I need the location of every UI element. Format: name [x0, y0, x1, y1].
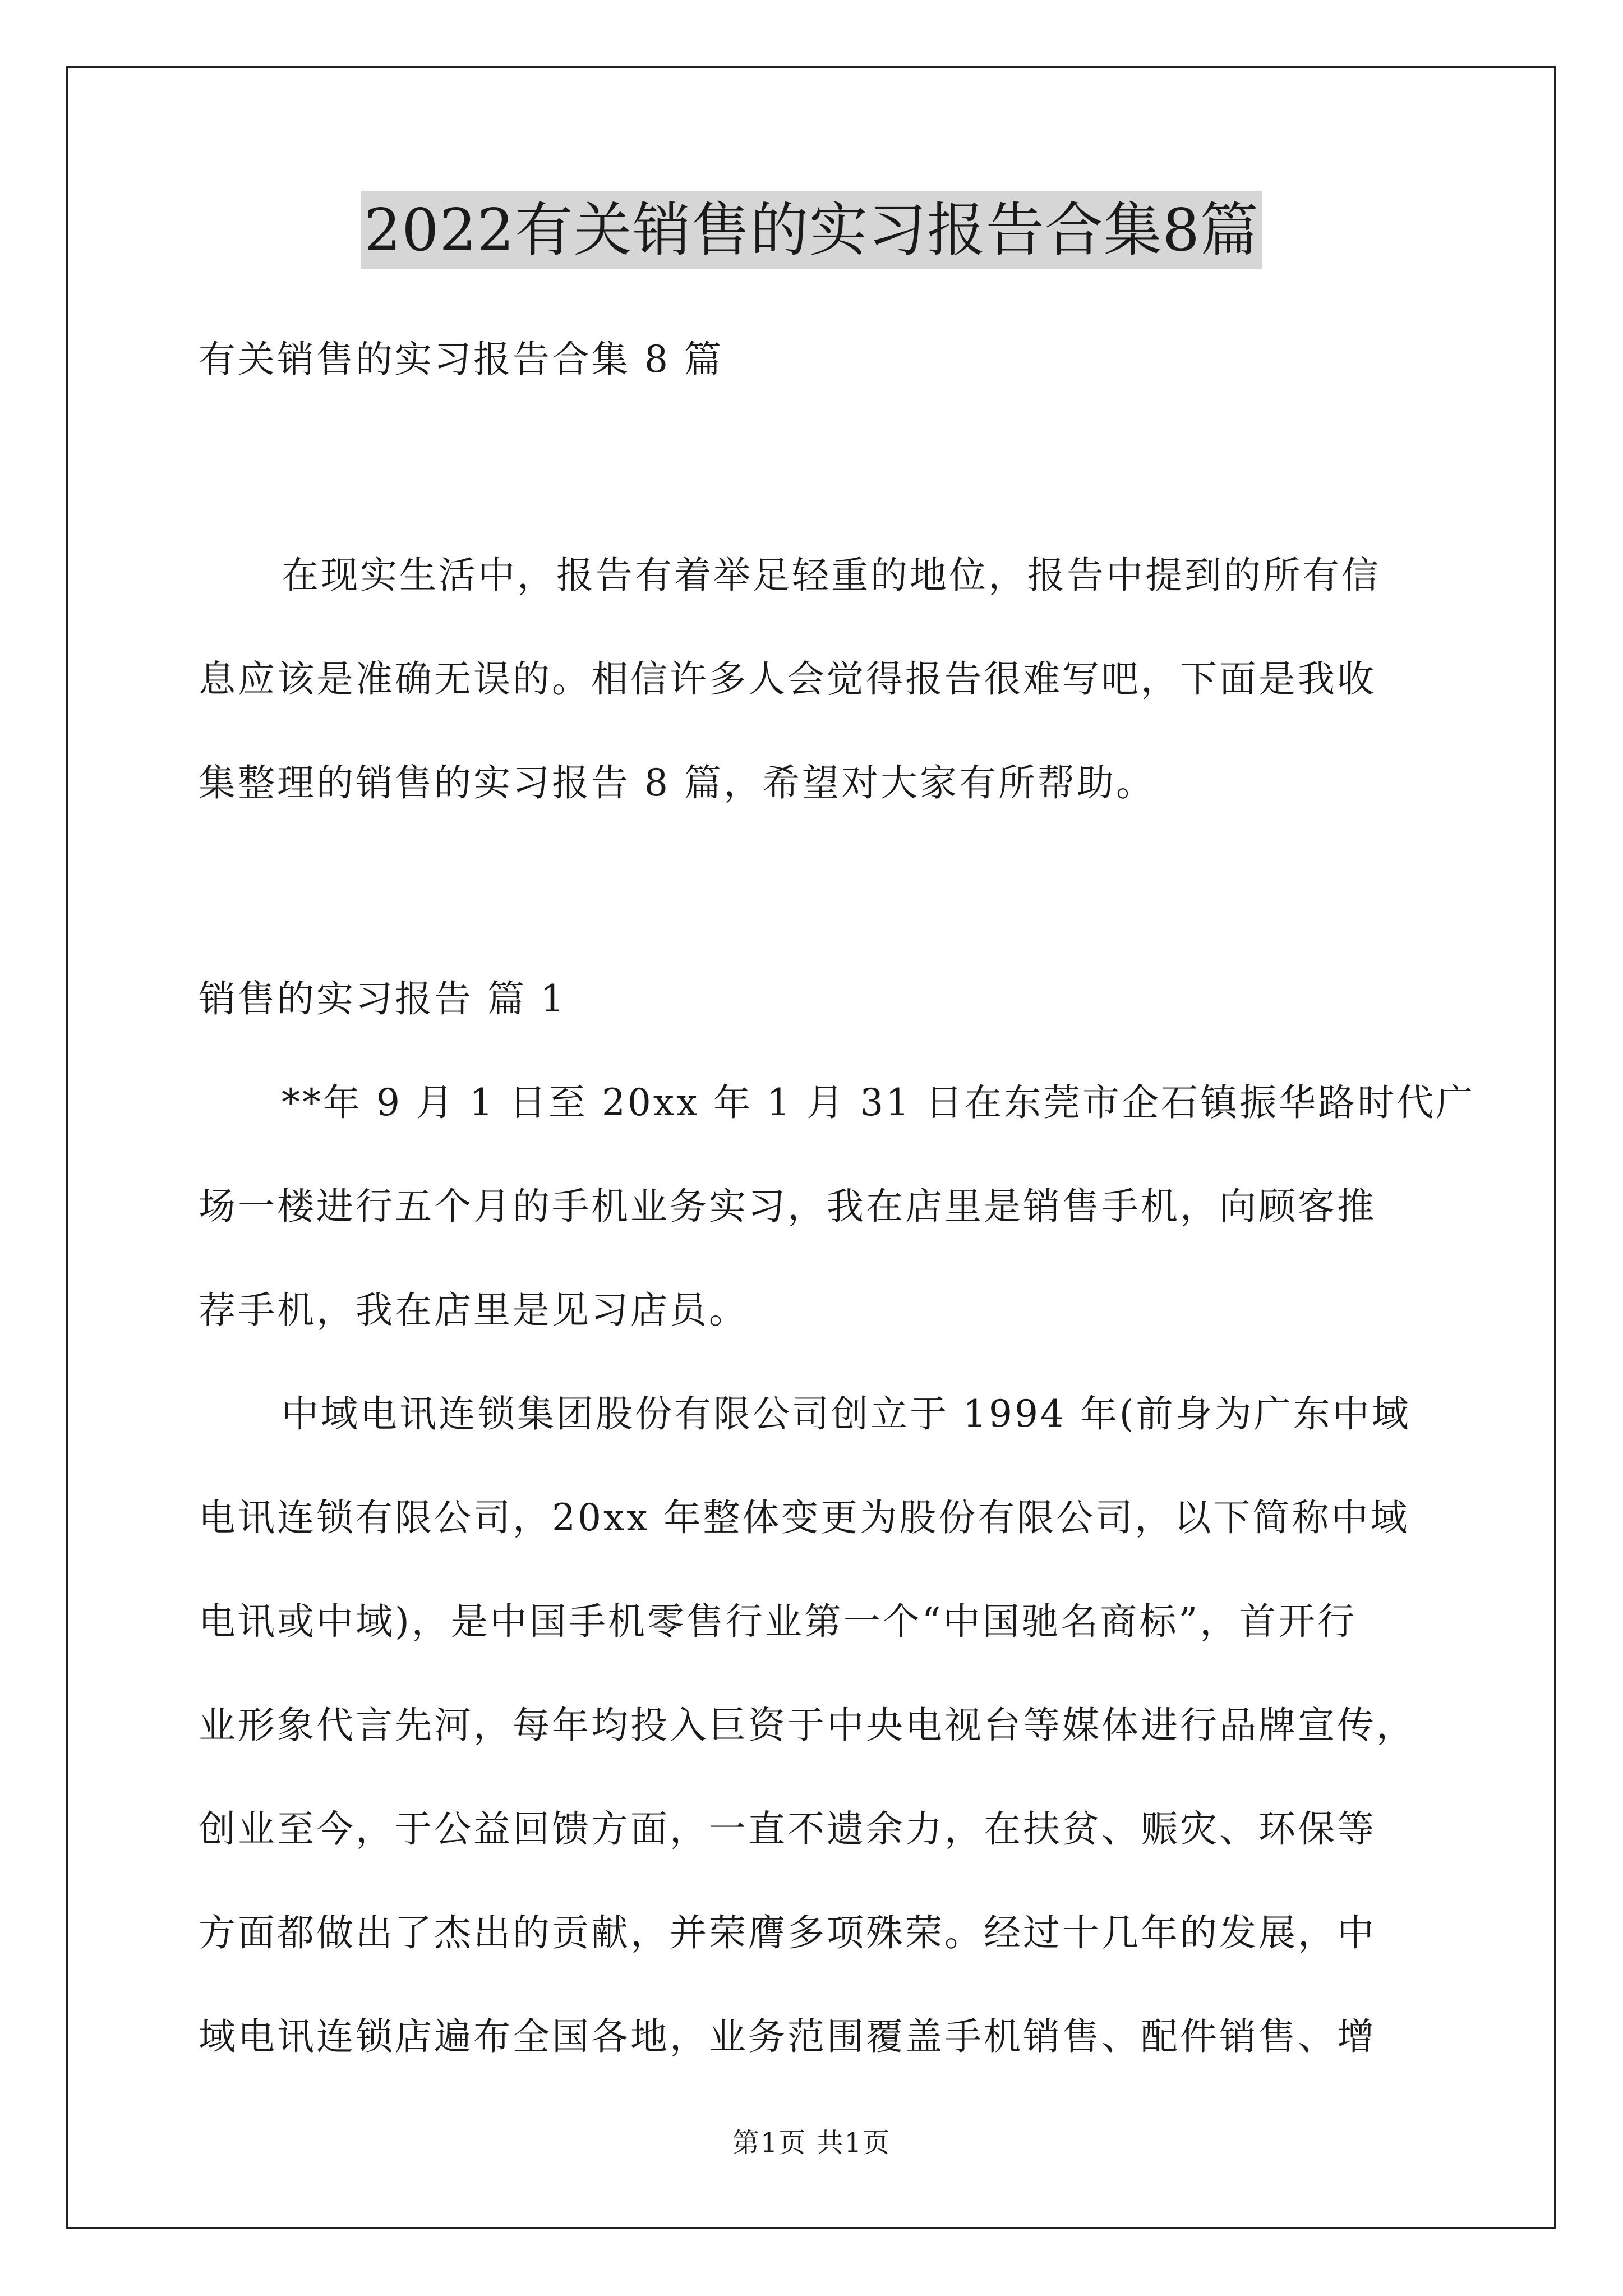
paragraph-2-line-1: 中域电讯连锁集团股份有限公司创立于 1994 年(前身为广东中域 — [282, 1392, 1411, 1435]
title-container — [0, 191, 1623, 269]
document-title: 2022有关销售的实习报告合集8篇 — [361, 191, 1262, 269]
paragraph-2-line-7: 域电讯连锁店遍布全国各地，业务范围覆盖手机销售、配件销售、增 — [199, 2015, 1376, 2058]
intro-line-1: 在现实生活中，报告有着举足轻重的地位，报告中提到的所有信 — [282, 554, 1381, 597]
intro-line-3: 集整理的销售的实习报告 8 篇，希望对大家有所帮助。 — [199, 761, 1155, 804]
paragraph-2-line-4: 业形象代言先河，每年均投入巨资于中央电视台等媒体进行品牌宣传， — [199, 1704, 1415, 1747]
section-heading: 销售的实习报告 篇 1 — [199, 977, 566, 1020]
paragraph-2-line-6: 方面都做出了杰出的贡献，并荣膺多项殊荣。经过十几年的发展，中 — [199, 1911, 1376, 1954]
paragraph-2-line-3: 电讯或中域)，是中国手机零售行业第一个“中国驰名商标”，首开行 — [199, 1600, 1357, 1643]
paragraph-2-line-5: 创业至今，于公益回馈方面，一直不遗余力，在扶贫、赈灾、环保等 — [199, 1807, 1376, 1851]
paragraph-1-line-1: **年 9 月 1 日至 20xx 年 1 月 31 日在东莞市企石镇振华路时代广 — [282, 1081, 1476, 1124]
paragraph-1-line-2: 场一楼进行五个月的手机业务实习，我在店里是销售手机，向顾客推 — [199, 1185, 1376, 1228]
document-body — [199, 307, 1476, 2088]
paragraph-2-line-2: 电讯连锁有限公司，20xx 年整体变更为股份有限公司，以下简称中域 — [199, 1496, 1410, 1539]
paragraph-1-line-3: 荐手机，我在店里是见习店员。 — [199, 1289, 748, 1332]
intro-line-2: 息应该是准确无误的。相信许多人会觉得报告很难写吧，下面是我收 — [199, 657, 1376, 701]
page-footer: 第1页 共1页 — [732, 2127, 891, 2159]
subtitle-line: 有关销售的实习报告合集 8 篇 — [199, 338, 723, 381]
